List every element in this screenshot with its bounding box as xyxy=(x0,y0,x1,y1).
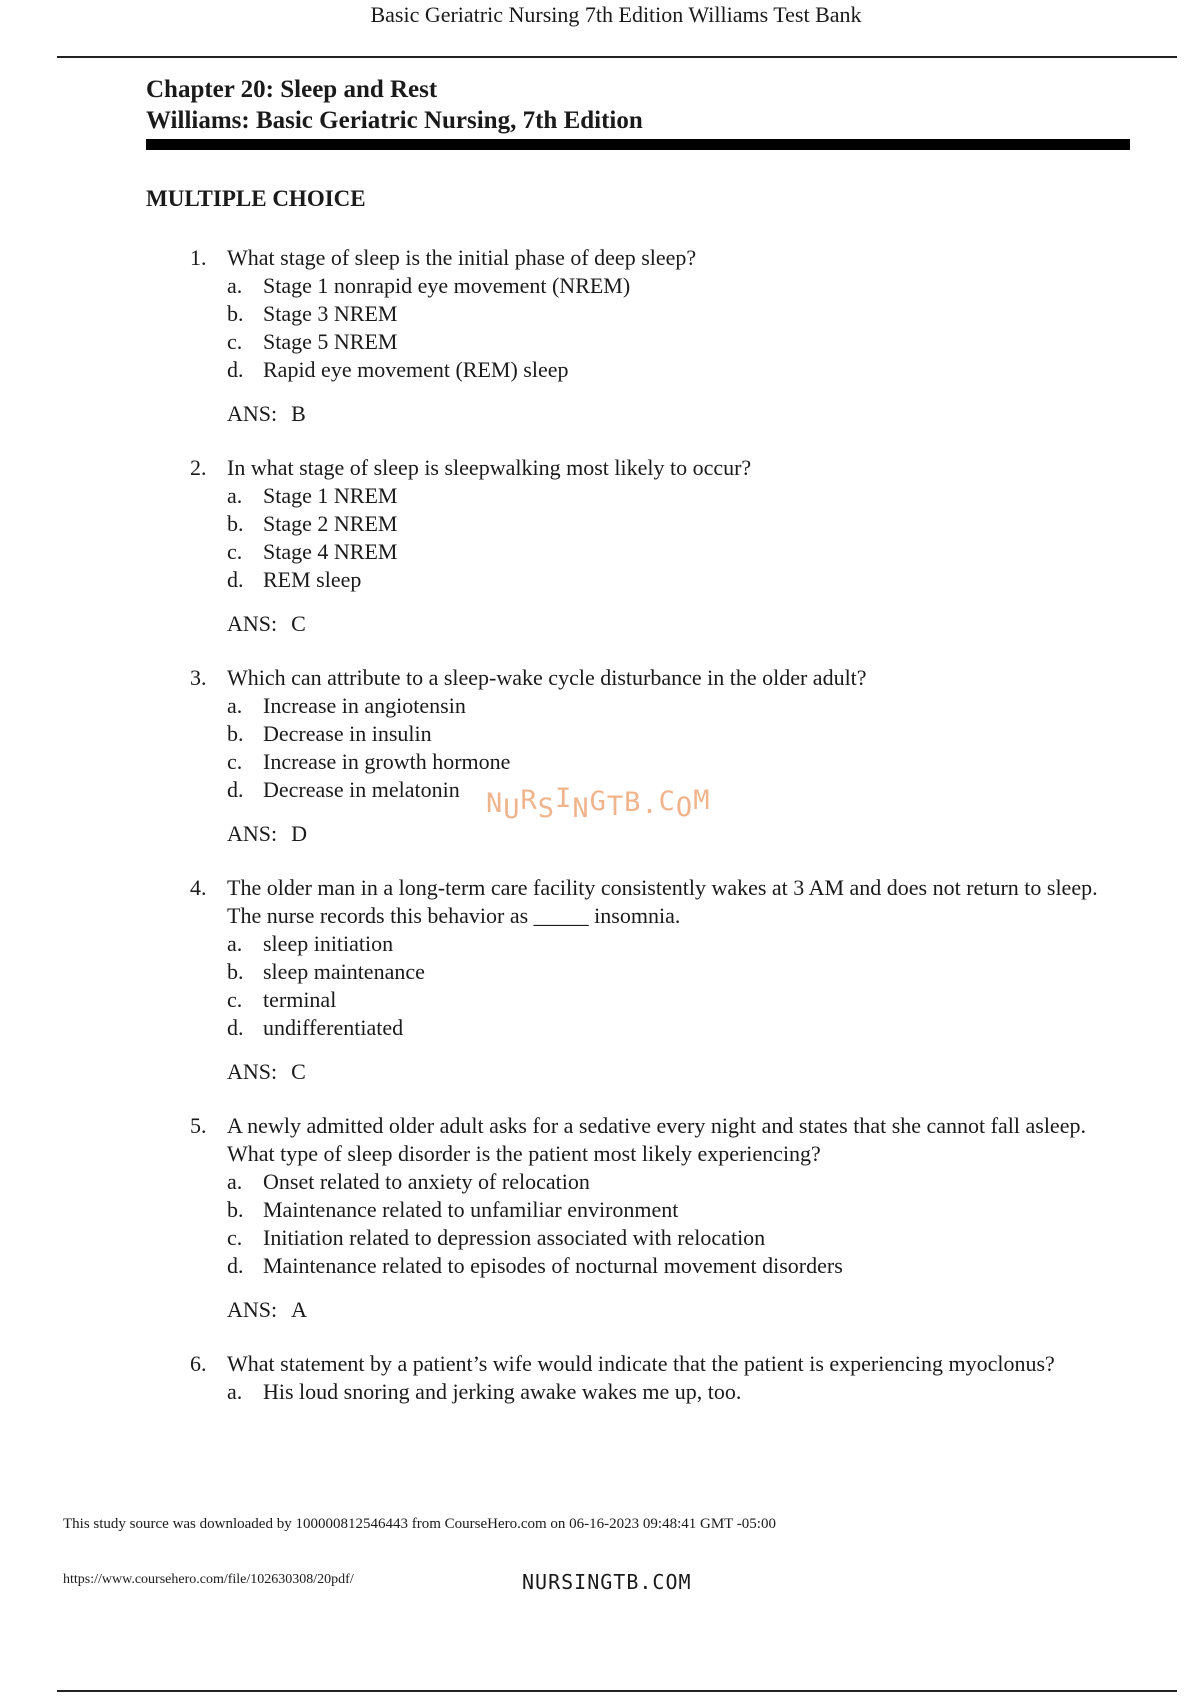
option-text: Stage 3 NREM xyxy=(263,301,398,326)
option-text: Decrease in melatonin xyxy=(263,777,460,802)
option-text: Decrease in insulin xyxy=(263,721,432,746)
watermark-letter: U xyxy=(503,794,521,825)
question-item xyxy=(0,244,1200,428)
answer-key xyxy=(227,400,1200,428)
answer-option xyxy=(227,328,1200,356)
watermark-letter: I xyxy=(555,783,573,814)
question-item xyxy=(0,1112,1200,1324)
answer-option xyxy=(227,1014,1200,1042)
answer-option xyxy=(227,748,1200,776)
answer-option xyxy=(227,1224,1200,1252)
option-letter: d. xyxy=(227,777,244,802)
watermark-letter: S xyxy=(537,793,556,824)
chapter-title: Chapter 20: Sleep and Rest xyxy=(146,76,438,103)
answer-value: A xyxy=(291,1297,308,1322)
watermark-letter: M xyxy=(693,785,711,816)
question-number: 1. xyxy=(190,245,207,270)
option-text: REM sleep xyxy=(263,567,362,592)
question-item xyxy=(0,454,1200,638)
option-letter: a. xyxy=(227,693,243,718)
answer-label: ANS: xyxy=(227,611,278,636)
option-letter: c. xyxy=(227,1225,243,1250)
option-letter: b. xyxy=(227,301,244,326)
answer-value: D xyxy=(291,821,308,846)
option-text: Maintenance related to episodes of nocturnal movement disorders xyxy=(263,1253,843,1278)
answer-value: C xyxy=(291,1059,306,1084)
question-item xyxy=(0,1350,1200,1406)
option-letter: b. xyxy=(227,511,244,536)
answer-option xyxy=(227,692,1200,720)
answer-label: ANS: xyxy=(227,821,278,846)
watermark-letter: . xyxy=(641,789,659,820)
option-letter: a. xyxy=(227,273,243,298)
answer-option xyxy=(227,1168,1200,1196)
option-letter: c. xyxy=(227,987,243,1012)
answer-label: ANS: xyxy=(227,1297,278,1322)
answer-option xyxy=(227,510,1200,538)
watermark-letter: T xyxy=(606,791,625,822)
option-text: Stage 5 NREM xyxy=(263,329,398,354)
option-text: His loud snoring and jerking awake wakes me up, too. xyxy=(263,1379,742,1404)
option-letter: c. xyxy=(227,329,243,354)
option-text: undifferentiated xyxy=(263,1015,404,1040)
question-stem: In what stage of sleep is sleepwalking most likely to occur? xyxy=(227,455,752,480)
answer-option xyxy=(227,958,1200,986)
question-list xyxy=(0,244,1200,1432)
answer-option xyxy=(227,720,1200,748)
option-letter: d. xyxy=(227,1253,244,1278)
option-letter: d. xyxy=(227,567,244,592)
question-number: 4. xyxy=(190,875,207,900)
option-letter: b. xyxy=(227,1197,244,1222)
question-item xyxy=(0,874,1200,1086)
answer-key xyxy=(227,820,1200,848)
answer-option xyxy=(227,482,1200,510)
option-letter: a. xyxy=(227,1169,243,1194)
answer-key xyxy=(227,1058,1200,1086)
option-letter: d. xyxy=(227,1015,244,1040)
question-stem: The older man in a long-term care facility consistently wakes at 3 AM and does not return to sleep. The nurse records this behavior as _____ insomnia. xyxy=(227,875,1098,928)
option-text: Rapid eye movement (REM) sleep xyxy=(263,357,569,382)
answer-option xyxy=(227,1378,1200,1406)
option-letter: b. xyxy=(227,721,244,746)
footer-divider xyxy=(57,1690,1177,1692)
option-letter: d. xyxy=(227,357,244,382)
chapter-heading xyxy=(146,74,1130,150)
watermark-letter: G xyxy=(589,786,607,817)
option-text: Initiation related to depression associated with relocation xyxy=(263,1225,766,1250)
option-letter: a. xyxy=(227,483,243,508)
question-number: 6. xyxy=(190,1351,207,1376)
option-text: Increase in angiotensin xyxy=(263,693,466,718)
question-stem: A newly admitted older adult asks for a sedative every night and states that she cannot fall asleep. What type of sleep disorder is the patient most likely experiencing? xyxy=(227,1113,1086,1166)
answer-option xyxy=(227,930,1200,958)
question-stem: What stage of sleep is the initial phase of deep sleep? xyxy=(227,245,697,270)
watermark-logo xyxy=(486,783,711,825)
question-number: 5. xyxy=(190,1113,207,1138)
option-text: terminal xyxy=(263,987,337,1012)
answer-option xyxy=(227,356,1200,384)
watermark-letter: N xyxy=(486,788,504,819)
answer-option xyxy=(227,566,1200,594)
option-text: Stage 4 NREM xyxy=(263,539,398,564)
question-number: 3. xyxy=(190,665,207,690)
option-text: sleep initiation xyxy=(263,931,394,956)
answer-option xyxy=(227,986,1200,1014)
download-notice: This study source was downloaded by 100000812546443 from CourseHero.com on 06-16-2023 09:48:41 GMT -05:00 xyxy=(63,1516,776,1532)
question-number: 2. xyxy=(190,455,207,480)
option-text: Maintenance related to unfamiliar environment xyxy=(263,1197,679,1222)
watermark-letter: B xyxy=(624,787,642,818)
answer-option xyxy=(227,538,1200,566)
answer-key xyxy=(227,1296,1200,1324)
answer-value: B xyxy=(291,401,306,426)
option-letter: a. xyxy=(227,931,243,956)
option-letter: b. xyxy=(227,959,244,984)
answer-option xyxy=(227,1252,1200,1280)
watermark-letter: R xyxy=(520,785,538,816)
page-header: Basic Geriatric Nursing 7th Edition Williams Test Bank xyxy=(370,2,862,27)
title-underline-bar xyxy=(146,139,1130,150)
footer-brand: NURSINGTB.COM xyxy=(522,1570,692,1594)
option-text: Increase in growth hormone xyxy=(263,749,511,774)
header-divider xyxy=(57,56,1177,58)
option-letter: c. xyxy=(227,749,243,774)
option-text: sleep maintenance xyxy=(263,959,425,984)
question-stem: Which can attribute to a sleep-wake cycle disturbance in the older adult? xyxy=(227,665,867,690)
answer-label: ANS: xyxy=(227,401,278,426)
source-url[interactable]: https://www.coursehero.com/file/102630308/20pdf/ xyxy=(63,1572,354,1587)
answer-key xyxy=(227,610,1200,638)
option-letter: a. xyxy=(227,1379,243,1404)
option-text: Stage 2 NREM xyxy=(263,511,398,536)
watermark-letter: N xyxy=(572,793,590,824)
answer-option xyxy=(227,300,1200,328)
option-text: Stage 1 NREM xyxy=(263,483,398,508)
watermark-letter: C xyxy=(658,786,676,817)
watermark-letter: O xyxy=(675,792,694,823)
answer-label: ANS: xyxy=(227,1059,278,1084)
option-letter: c. xyxy=(227,539,243,564)
answer-option xyxy=(227,1196,1200,1224)
option-text: Stage 1 nonrapid eye movement (NREM) xyxy=(263,273,631,298)
option-text: Onset related to anxiety of relocation xyxy=(263,1169,590,1194)
section-heading: MULTIPLE CHOICE xyxy=(146,186,366,211)
answer-value: C xyxy=(291,611,306,636)
question-stem: What statement by a patient’s wife would indicate that the patient is experiencing myoclonus? xyxy=(227,1351,1055,1376)
question-item xyxy=(0,664,1200,848)
answer-option xyxy=(227,272,1200,300)
book-title: Williams: Basic Geriatric Nursing, 7th Edition xyxy=(146,107,643,134)
answer-option xyxy=(227,776,1200,804)
